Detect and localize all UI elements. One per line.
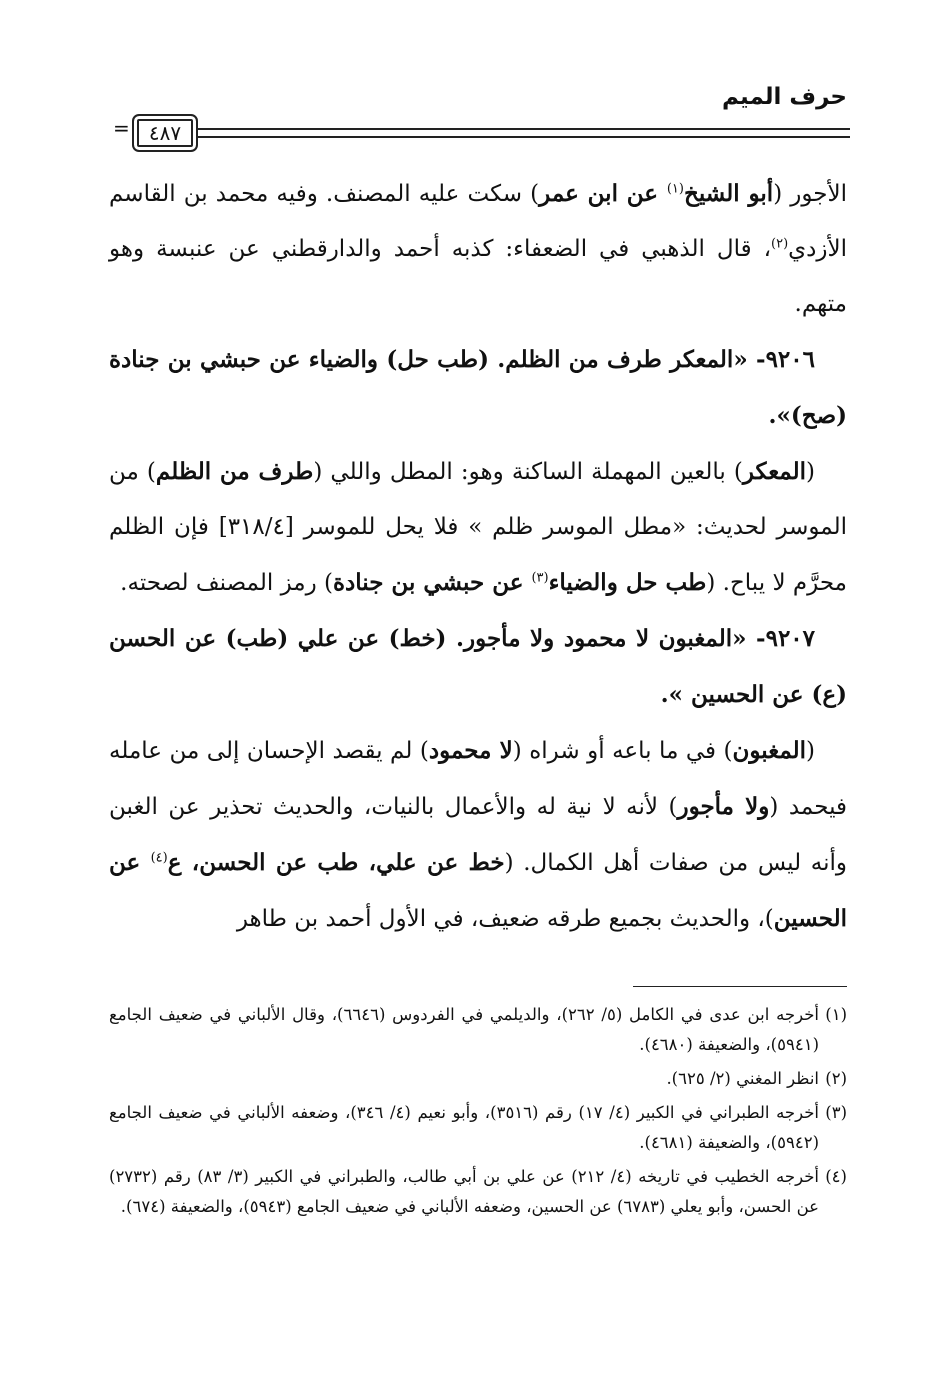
hadith-9206: ٩٢٠٦- «المعكر طرف من الظلم. (طب حل) والضياء عن حبشي بن جنادة (صح)». bbox=[109, 346, 847, 429]
page-number: ٤٨٧ bbox=[148, 121, 182, 145]
footnote: (٤)أخرجه الخطيب في تاريخه (٤/ ٢١٢) عن علي بن أبي طالب، والطبراني في الكبير (٣/ ٨٣) رقم (٢٧٣٢) عن الحسن، وأبو يعلي (٦٧٨٣) عن الحسين، وضعفه الألباني في ضعيف الجامع (٥٩٤٣)، والضعيفة (٦٧٤). bbox=[109, 1167, 847, 1216]
hadith-9207: ٩٢٠٧- «المغبون لا محمود ولا مأجور. (خط) عن علي (طب) عن الحسن (ع) عن الحسين ». bbox=[109, 625, 847, 708]
footnote: (٢)انظر المغني (٢/ ٦٢٥). bbox=[666, 1069, 847, 1088]
running-title: حرف الميم bbox=[722, 84, 847, 110]
footnote-separator bbox=[633, 986, 847, 987]
footnote-ref: (٣) bbox=[531, 570, 549, 586]
page-number-box bbox=[132, 114, 198, 152]
continuation-mark: = bbox=[113, 116, 130, 140]
footnote-ref: (١) bbox=[666, 181, 684, 197]
footnote: (١)أخرجه ابن عدى في الكامل (٥/ ٢٦٢)، والديلمي في الفردوس (٦٦٤٦)، وقال الألباني في ضعيف الجامع (٥٩٤١)، والضعيفة (٤٦٨٠). bbox=[109, 1005, 847, 1054]
footnote-ref: (٢) bbox=[771, 236, 789, 252]
footnote-ref: (٤) bbox=[150, 850, 168, 866]
main-text bbox=[109, 166, 847, 947]
commentary-9206: (المعكر) بالعين المهملة الساكنة وهو: المطل واللي (طرف من الظلم) من الموسر لحديث: «مطل الموسر ظلم » فلا يحل للموسر [٣١٨/٤] فإن الظلم محرَّم لا يباح. (طب حل والضياء$^{(٣)}$ عن حبشي بن جنادة) رمز المصنف لصحته. bbox=[109, 458, 847, 596]
double-rule bbox=[197, 128, 850, 138]
paragraph-continuation: الأجور (أبو الشيخ$^{(١)}$ عن ابن عمر) سكت عليه المصنف. وفيه محمد بن القاسم الأزدي$^{(٢)}$، قال الذهبي في الضعفاء: كذبه أحمد والدارقطني عن عنبسة وهو متهم. bbox=[109, 180, 847, 317]
footnote: (٣)أخرجه الطبراني في الكبير (٤/ ١٧) رقم (٣٥١٦)، وأبو نعيم (٤/ ٣٤٦)، وضعفه الألباني في ضعيف الجامع (٥٩٤٢)، والضعيفة (٤٦٨١). bbox=[109, 1103, 847, 1152]
footnotes bbox=[109, 1000, 847, 1226]
header-rule bbox=[111, 116, 850, 156]
commentary-9207: (المغبون) في ما باعه أو شراه (لا محمود) لم يقصد الإحسان إلى من عامله فيحمد (ولا مأجور) لأنه لا نية له والأعمال بالنيات، والحديث تحذير عن الغبن وأنه ليس من صفات أهل الكمال. (خط عن علي، طب عن الحسن، ع$^{(٤)}$ عن الحسين)، والحديث بجميع طرقه ضعيف، في الأول أحمد بن طاهر bbox=[109, 737, 848, 932]
